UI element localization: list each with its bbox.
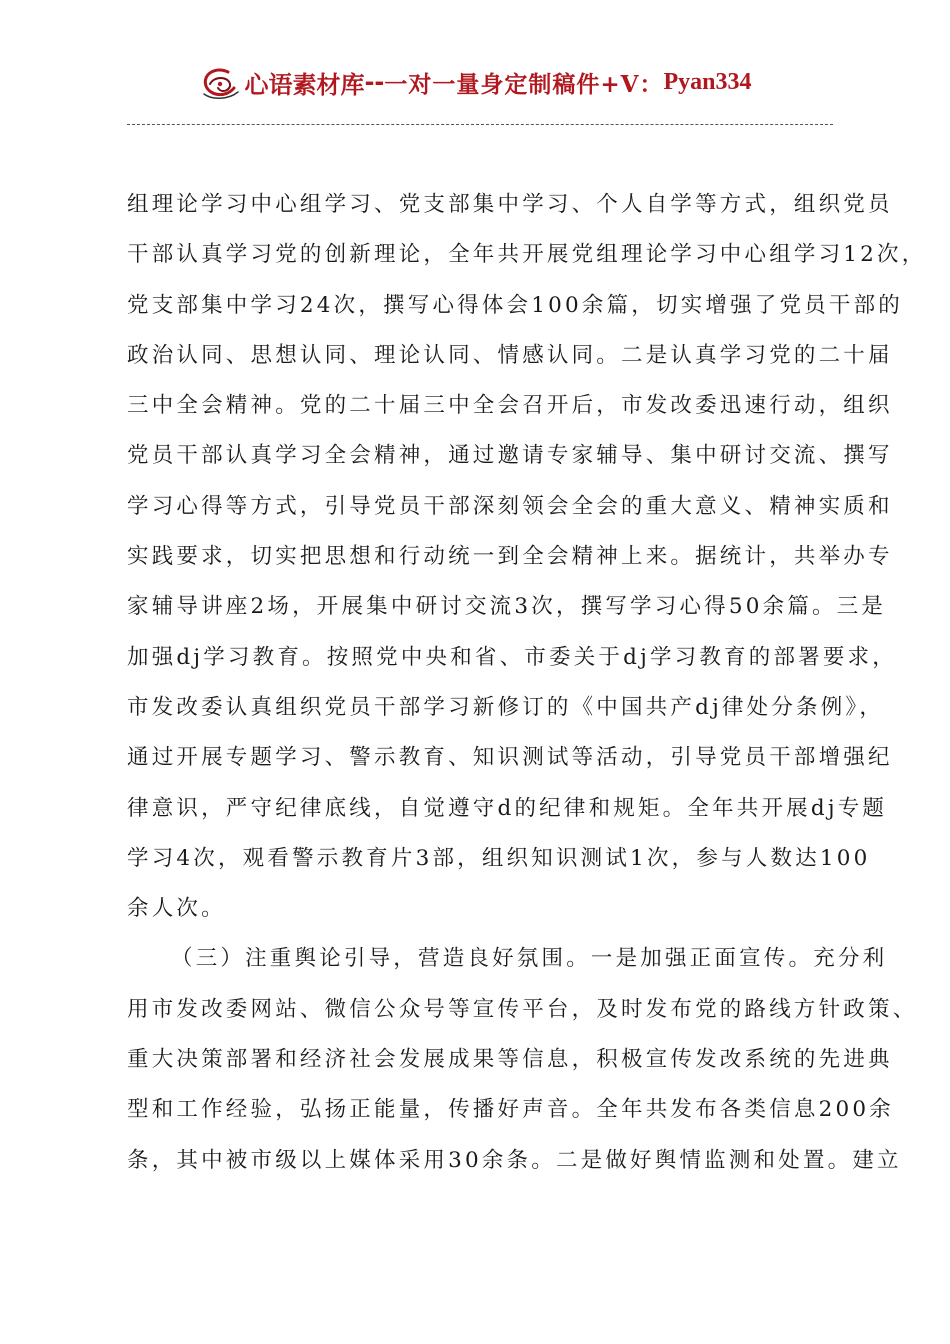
contact-code: Pyan334 bbox=[663, 68, 752, 95]
brand-tagline: 一对一量身定制稿件+V： bbox=[384, 70, 664, 98]
text-line: 重大决策部署和经济社会发展成果等信息，积极宣传发改系统的先进典 bbox=[127, 1047, 893, 1073]
text-line: 实践要求，切实把思想和行动统一到全会精神上来。据统计，共举办专 bbox=[127, 544, 893, 570]
text-line: 三中全会精神。党的二十届三中全会召开后，市发改委迅速行动，组织 bbox=[127, 393, 893, 419]
text-line: 组理论学习中心组学习、党支部集中学习、个人自学等方式，组织党员 bbox=[127, 192, 893, 217]
section-heading-line: （三）注重舆论引导，营造良好氛围。一是加强正面宣传。充分利 bbox=[171, 946, 888, 972]
text-line: 余人次。 bbox=[127, 896, 226, 922]
document-body bbox=[127, 180, 927, 1186]
text-line: 律意识，严守纪律底线，自觉遵守d的纪律和规矩。全年共开展dj专题 bbox=[127, 795, 888, 821]
text-line: 党员干部认真学习全会精神，通过邀请专家辅导、集中研讨交流、撰写 bbox=[127, 443, 893, 469]
text-line: 用市发改委网站、微信公众号等宣传平台，及时发布党的路线方针政策、 bbox=[127, 996, 918, 1022]
text-line: 型和工作经验，弘扬正能量，传播好声音。全年共发布各类信息200余 bbox=[127, 1097, 894, 1123]
text-line: 通过开展专题学习、警示教育、知识测试等活动，引导党员干部增强纪 bbox=[127, 745, 893, 771]
text-line: 学习心得等方式，引导党员干部深刻领会全会的重大意义、精神实质和 bbox=[127, 493, 893, 519]
text-line: 政治认同、思想认同、理论认同、情感认同。二是认真学习党的二十届 bbox=[127, 342, 893, 368]
text-line: 党支部集中学习24次，撰写心得体会100余篇，切实增强了党员干部的 bbox=[127, 292, 903, 318]
brand-name: 心语素材库 bbox=[244, 70, 365, 99]
header-divider bbox=[127, 124, 833, 125]
text-line: 条，其中被市级以上媒体采用30余条。二是做好舆情监测和处置。建立 bbox=[127, 1147, 902, 1173]
brand-separator: -- bbox=[364, 68, 385, 96]
text-line: 家辅导讲座2场，开展集中研讨交流3次，撰写学习心得50余篇。三是 bbox=[127, 594, 887, 620]
text-line: 干部认真学习党的创新理论，全年共开展党组理论学习中心组学习12次， bbox=[127, 242, 927, 268]
text-line: 加强dj学习教育。按照党中央和省、市委关于dj学习教育的部署要求， bbox=[127, 644, 897, 670]
text-line: 学习4次，观看警示教育片3部，组织知识测试1次，参与人数达100 bbox=[127, 845, 871, 871]
swirl-logo-icon bbox=[198, 64, 244, 104]
page-header bbox=[0, 58, 950, 106]
text-line: 市发改委认真组织党员干部学习新修订的《中国共产dj律处分条例》， bbox=[127, 694, 885, 720]
